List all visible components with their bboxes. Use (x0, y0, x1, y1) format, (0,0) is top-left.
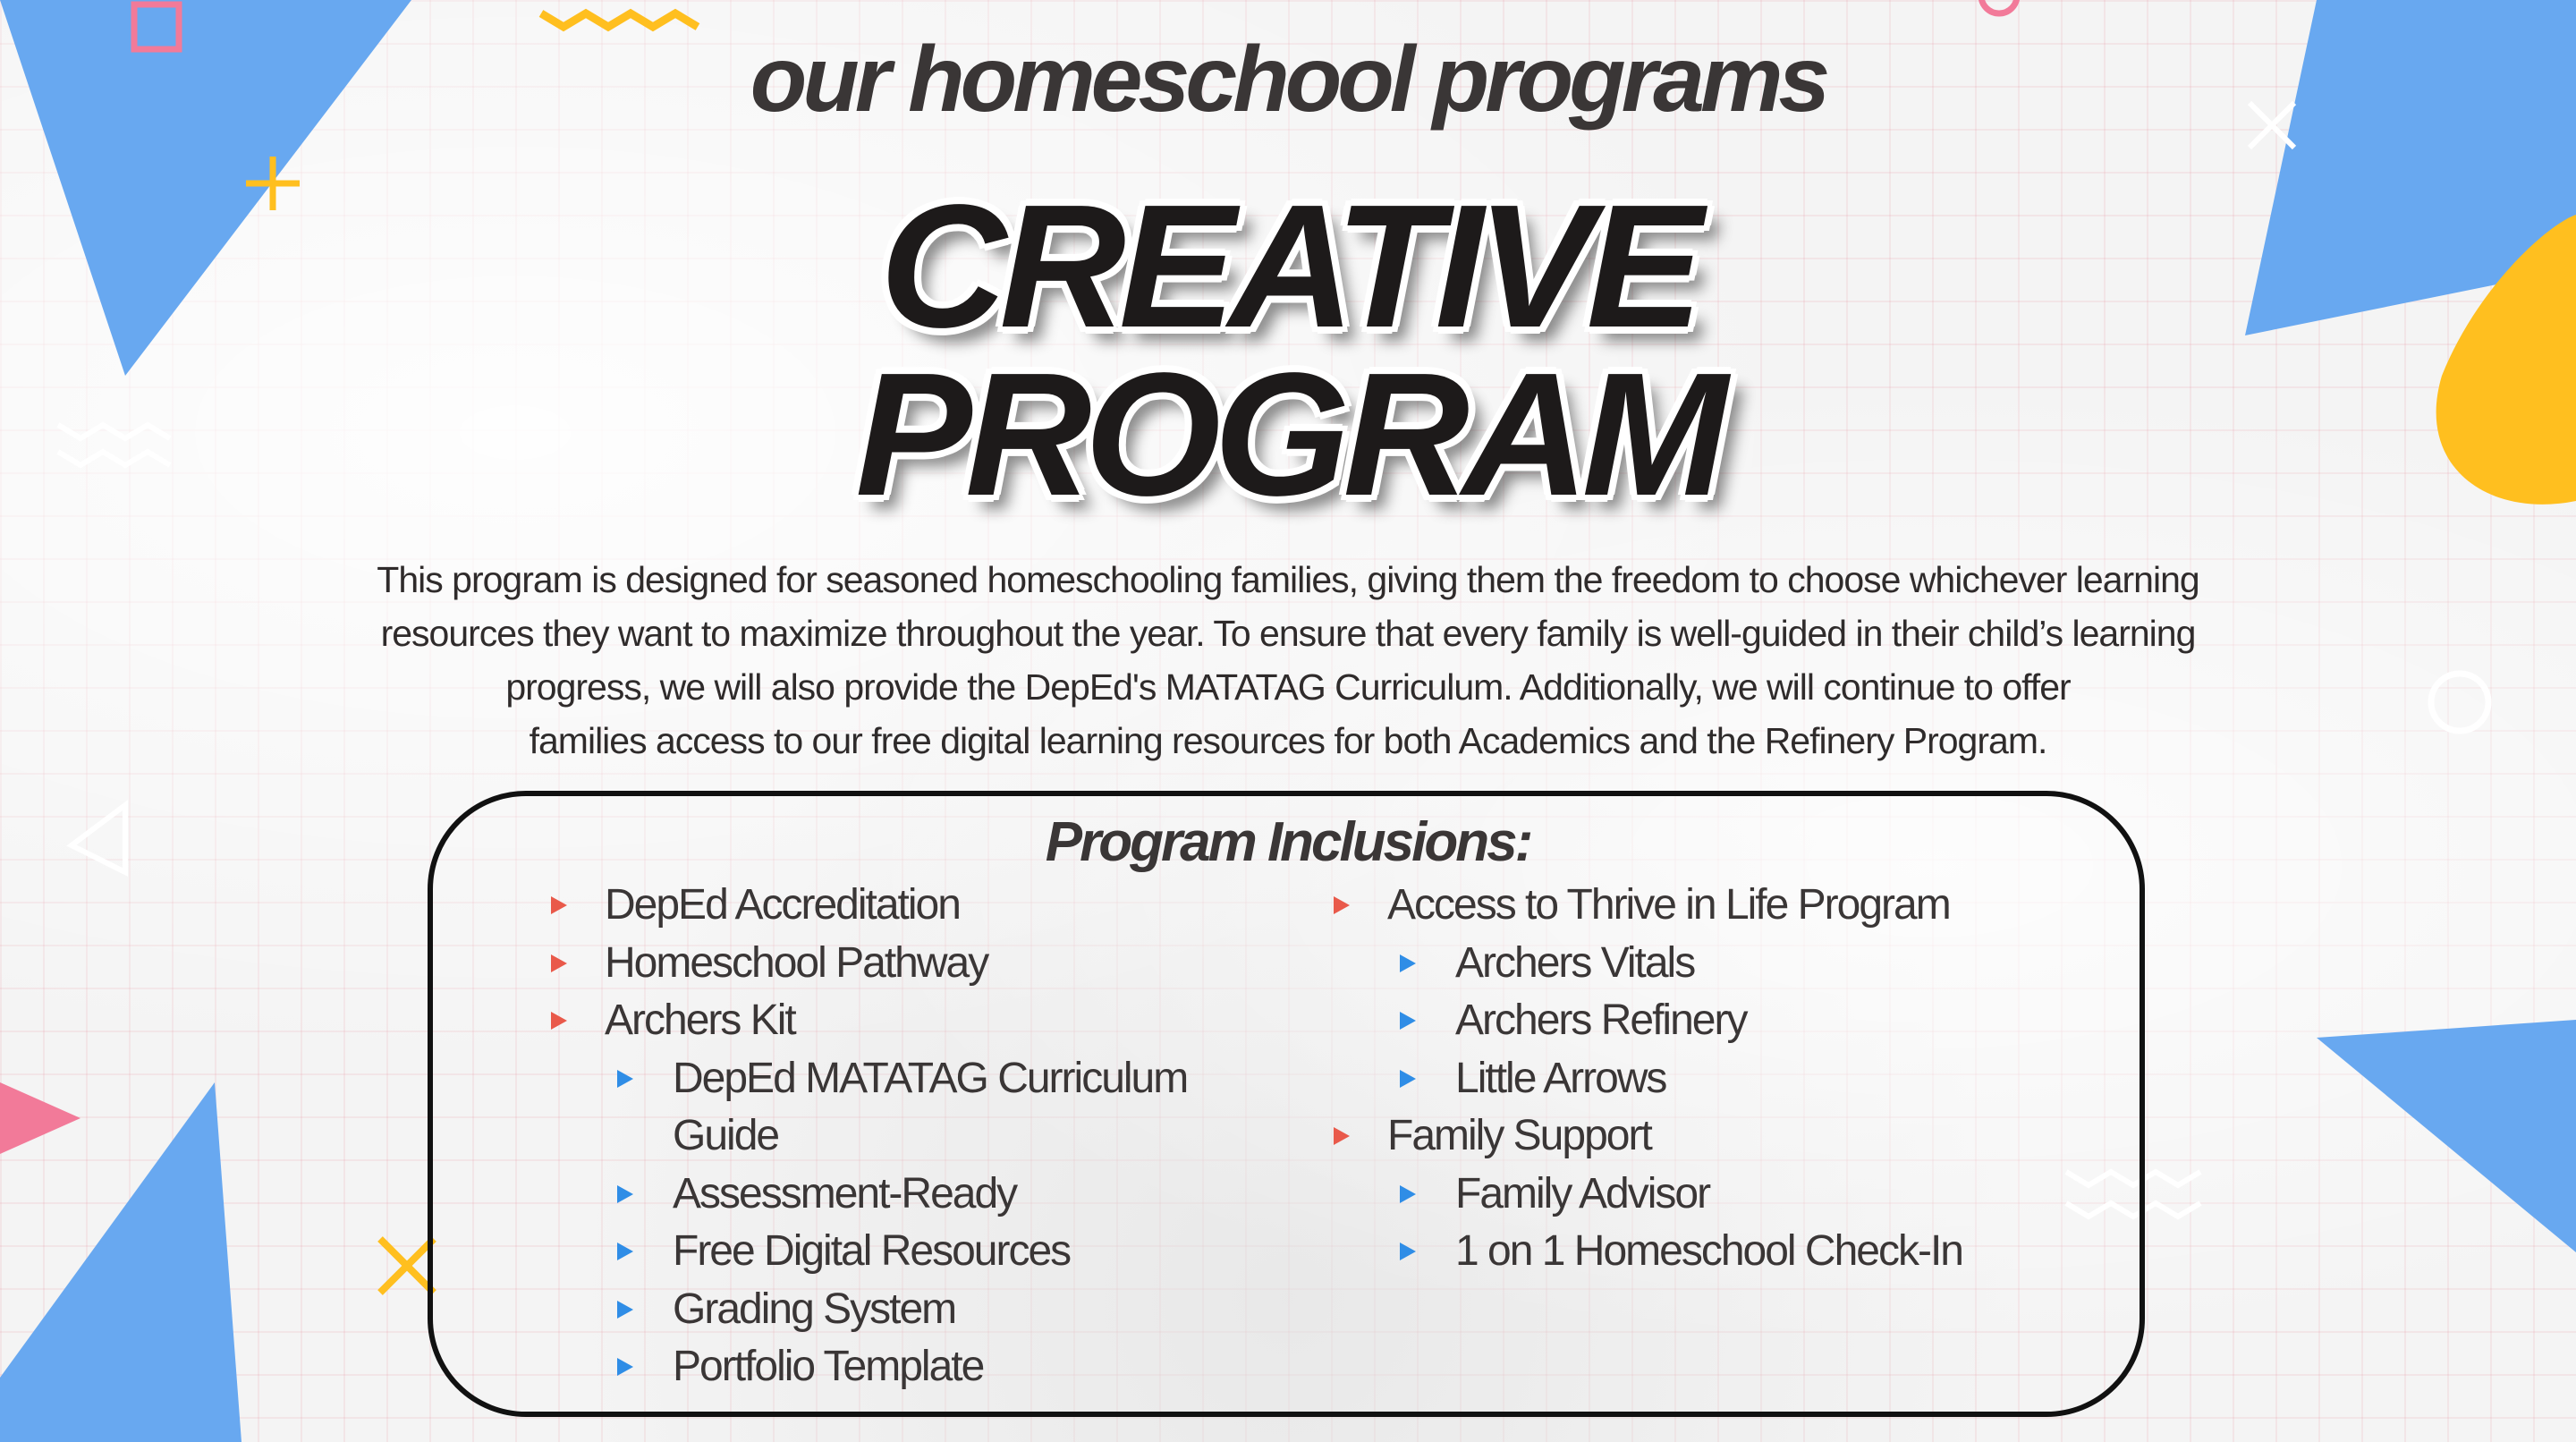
pink-ring (1981, 0, 2017, 13)
blue-triangle-right (2317, 1020, 2576, 1252)
blue-bullet-icon (1400, 1070, 1416, 1088)
blue-bullet-icon (617, 1185, 633, 1203)
red-bullet-icon (1334, 1127, 1350, 1145)
yellow-cross (380, 1239, 434, 1293)
list-item-label: Assessment-Ready (673, 1169, 1017, 1217)
list-subitem-continuation (546, 1107, 1187, 1166)
blue-bullet-icon (1400, 954, 1416, 972)
list-item (1328, 1107, 1962, 1166)
description-line: families access to our free digital learning resources for both Academics and the Refinery Program. (529, 720, 2047, 761)
list-item (546, 992, 1187, 1050)
list-item-label: DepEd MATATAG Curriculum (673, 1054, 1188, 1102)
list-item-label: Grading System (673, 1285, 956, 1333)
list-subitem (1328, 935, 1962, 993)
blue-bullet-icon (617, 1301, 633, 1319)
list-item-label: Guide (673, 1112, 779, 1159)
list-item-label: Access to Thrive in Life Program (1387, 881, 1950, 929)
red-bullet-icon (551, 896, 567, 914)
list-item-label: Homeschool Pathway (605, 938, 988, 987)
blue-bullet-icon (1400, 1243, 1416, 1260)
description-line: This program is designed for seasoned homeschooling families, giving them the freedom to choose whichever learning (377, 559, 2199, 600)
list-item (546, 877, 1187, 935)
blue-bullet-icon (617, 1070, 633, 1088)
list-item-label: Archers Vitals (1455, 938, 1695, 987)
red-bullet-icon (551, 1012, 567, 1030)
list-subitem (1328, 1050, 1962, 1108)
page-subtitle: our homeschool programs (750, 28, 1826, 131)
list-item-label: DepEd Accreditation (605, 881, 960, 929)
inclusions-heading: Program Inclusions: (1045, 811, 1531, 873)
pink-triangle-left (0, 1082, 80, 1154)
program-description (286, 553, 2290, 768)
inclusions-right-column (1328, 877, 1962, 1281)
white-ring (2431, 674, 2488, 731)
list-subitem (1328, 992, 1962, 1050)
blue-bullet-icon (617, 1243, 633, 1260)
title-line-1: CREATIVE (879, 168, 1697, 364)
red-bullet-icon (551, 954, 567, 972)
blue-bullet-icon (1400, 1012, 1416, 1030)
list-item-label: Portfolio Template (673, 1343, 984, 1390)
list-subitem (546, 1166, 1187, 1224)
list-item-label: 1 on 1 Homeschool Check-In (1455, 1227, 1962, 1275)
list-subitem (546, 1281, 1187, 1339)
description-line: progress, we will also provide the DepEd's MATATAG Curriculum. Additionally, we will continue to offer (505, 666, 2071, 708)
title-line-2: PROGRAM (855, 336, 1721, 532)
list-subitem (546, 1223, 1187, 1281)
list-item (546, 935, 1187, 993)
list-item-label: Free Digital Resources (673, 1227, 1071, 1275)
description-line: resources they want to maximize throughout the year. To ensure that every family is well-guided in their child’s learning (380, 613, 2196, 654)
blue-bullet-icon (1400, 1185, 1416, 1203)
list-subitem (1328, 1166, 1962, 1224)
red-bullet-icon (1334, 896, 1350, 914)
list-subitem (546, 1050, 1187, 1108)
inclusions-left-column (546, 877, 1187, 1396)
list-item (1328, 877, 1962, 935)
list-item-label: Little Arrows (1455, 1054, 1666, 1102)
list-subitem (1328, 1223, 1962, 1281)
list-item-label: Archers Refinery (1455, 997, 1747, 1044)
list-item-label: Family Support (1387, 1112, 1651, 1159)
yellow-zigzag (541, 13, 698, 27)
blue-bullet-icon (617, 1358, 633, 1376)
list-subitem (546, 1338, 1187, 1396)
list-item-label: Archers Kit (605, 997, 795, 1044)
list-item-label: Family Advisor (1455, 1169, 1710, 1217)
